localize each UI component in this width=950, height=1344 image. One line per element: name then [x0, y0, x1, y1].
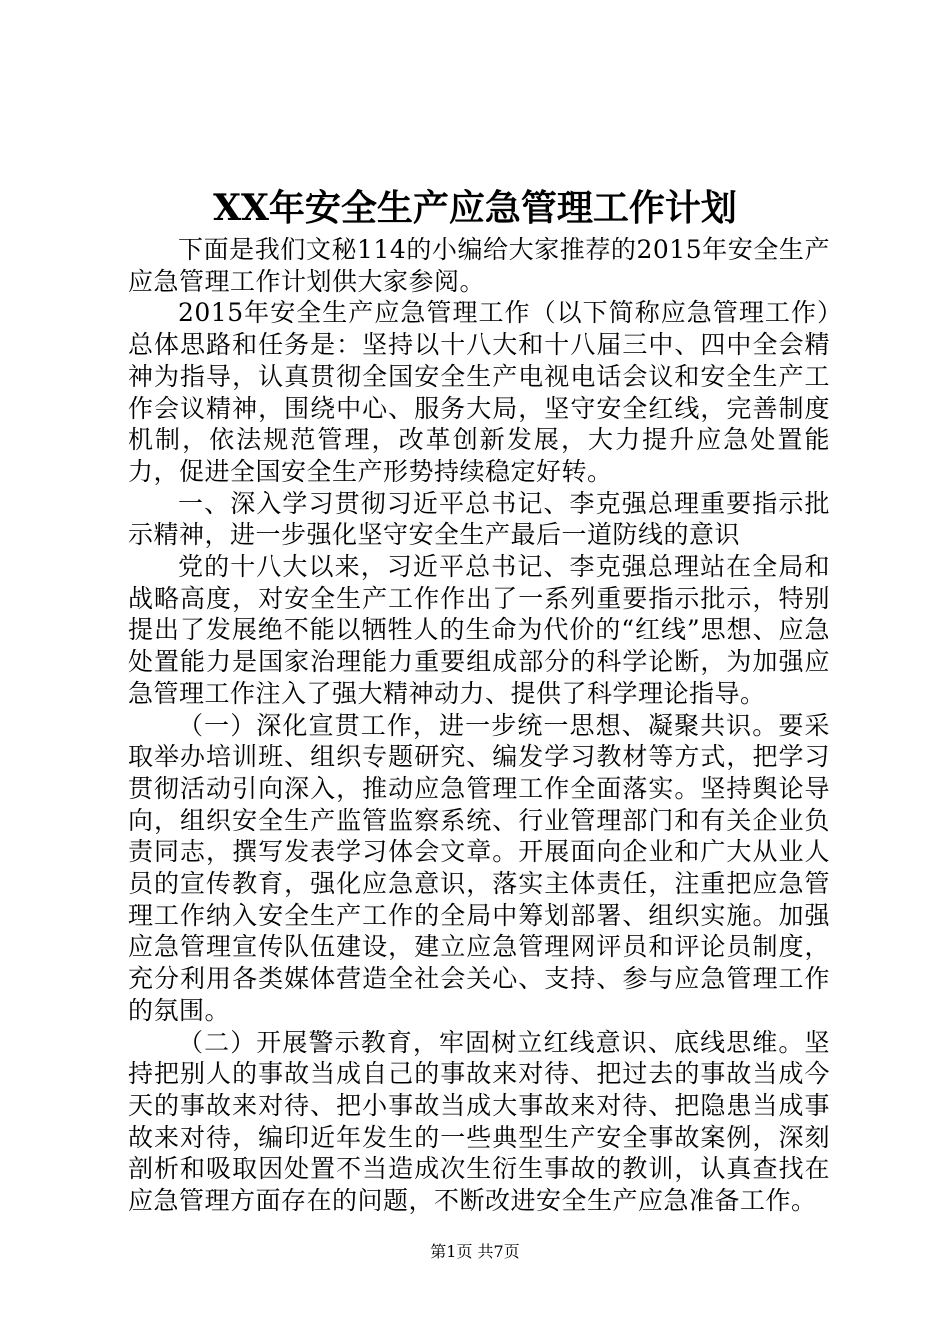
paragraph-background: 党的十八大以来，习近平总书记、李克强总理站在全局和战略高度，对安全生产工作作出了一系列重要指示批示，特别提出了发展绝不能以牺牲人的生命为代价的“红线”思想、应急处置能力是国家治理能力重要组成部分的科学论断，为加强应急管理工作注入了强大精神动力、提供了科学理论指导。	[128, 552, 830, 708]
document-body	[128, 234, 830, 1217]
paragraph-item-two: （二）开展警示教育，牢固树立红线意识、底线思维。坚持把别人的事故当成自己的事故来对待、把过去的事故当成今天的事故来对待、把小事故当成大事故来对待、把隐患当成事故来对待，编印近年发生的一些典型生产安全事故案例，深刻剖析和吸取因处置不当造成次生衍生事故的教训，认真查找在应急管理方面存在的问题，不断改进安全生产应急准备工作。	[128, 1027, 830, 1216]
page-number-footer: 第1页 共7页	[430, 1242, 520, 1261]
paragraph-item-one: （一）深化宣贯工作，进一步统一思想、凝聚共识。要采取举办培训班、组织专题研究、编发学习教材等方式，把学习贯彻活动引向深入，推动应急管理工作全面落实。坚持舆论导向，组织安全生产监管监察系统、行业管理部门和有关企业负责同志，撰写发表学习体会文章。开展面向企业和广大从业人员的宣传教育，强化应急意识，落实主体责任，注重把应急管理工作纳入安全生产工作的全局中筹划部署、组织实施。加强应急管理宣传队伍建设，建立应急管理网评员和评论员制度，充分利用各类媒体营造全社会关心、支持、参与应急管理工作的氛围。	[128, 710, 830, 1025]
document-title: XX年安全生产应急管理工作计划	[213, 187, 737, 229]
section-heading-one: 一、深入学习贯彻习近平总书记、李克强总理重要指示批示精神，进一步强化坚守安全生产最后一道防线的意识	[128, 488, 830, 550]
paragraph-overall-approach: 2015年安全生产应急管理工作（以下简称应急管理工作）总体思路和任务是：坚持以十八大和十八届三中、四中全会精神为指导，认真贯彻全国安全生产电视电话会议和安全生产工作会议精神，围绕中心、服务大局，坚守安全红线，完善制度机制，依法规范管理，改革创新发展，大力提升应急处置能力，促进全国安全生产形势持续稳定好转。	[128, 298, 830, 486]
paragraph-intro: 下面是我们文秘114的小编给大家推荐的2015年安全生产应急管理工作计划供大家参阅。	[128, 235, 830, 296]
